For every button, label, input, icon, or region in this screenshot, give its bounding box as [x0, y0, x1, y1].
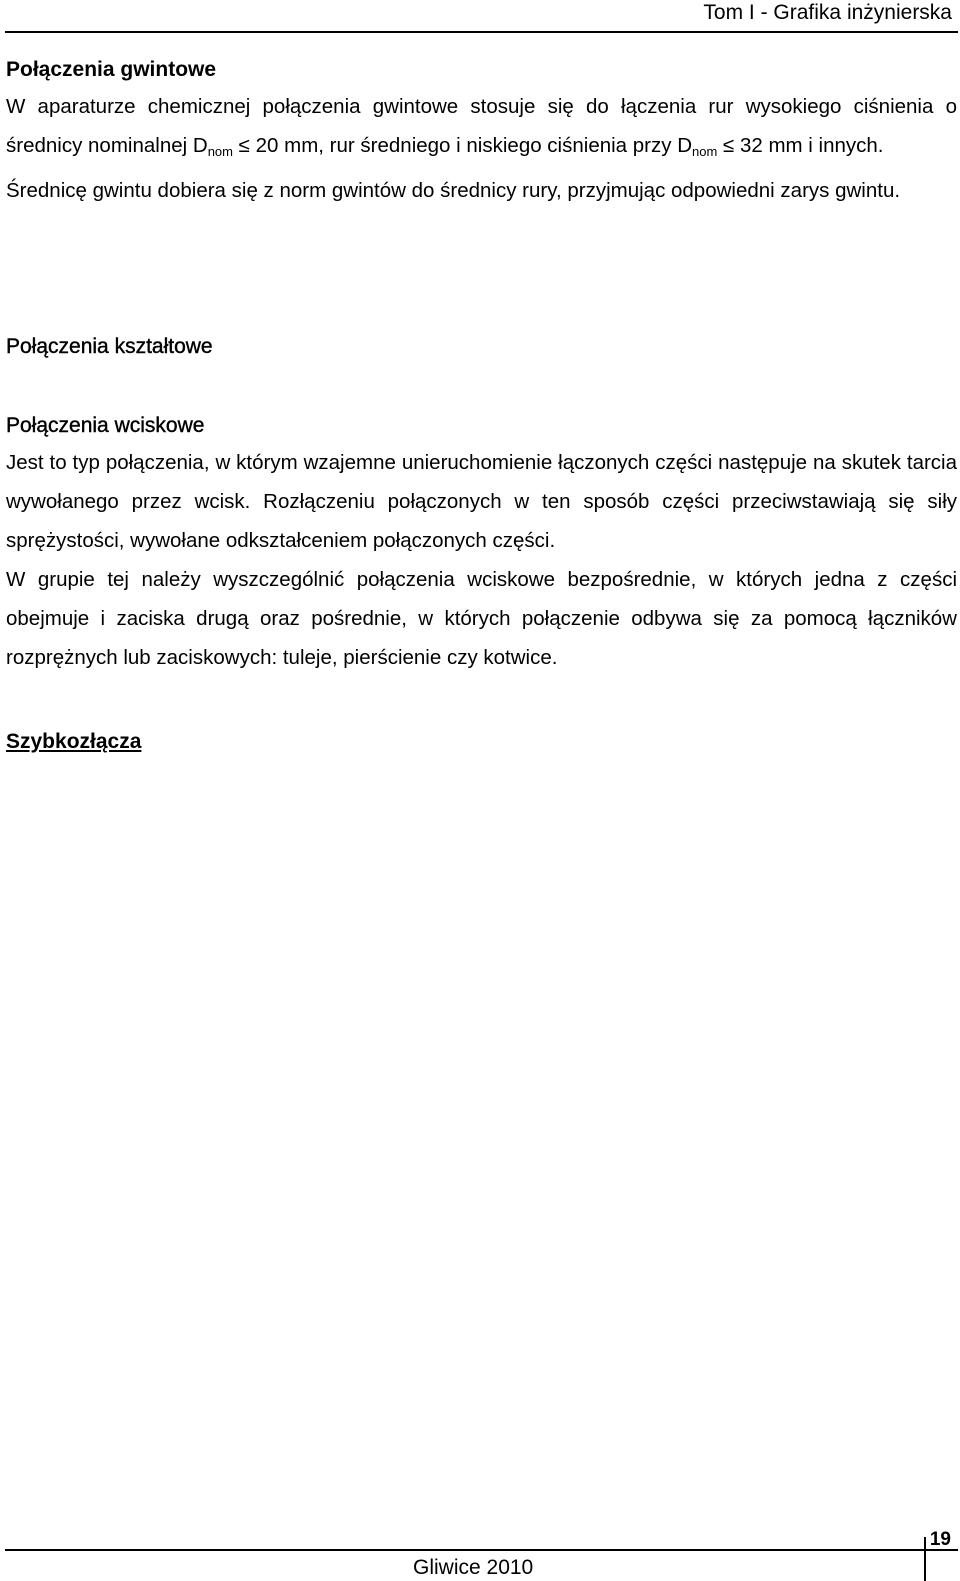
section-shaped: [6, 332, 957, 362]
heading-threaded-connections: Połączenia gwintowe: [6, 58, 217, 81]
section-threaded: [6, 55, 957, 210]
heading-quick-couplings: Szybkozłącza: [6, 730, 142, 753]
section-quick-couplings: [6, 727, 957, 757]
paragraph-threaded-1: W aparaturze chemicznej połączenia gwintowe stosuje się do łączenia rur wysokiego ciśnienia o średnicy nominalnej $D_{nom} \le 20$ mm, rur średniego i niskiego ciśnienia przy $D_{nom} \le 32$ mm i innych.: [6, 95, 957, 159]
footer-rule: [5, 1549, 958, 1551]
subscript-nom: nom: [692, 144, 718, 159]
subscript-nom: nom: [207, 144, 233, 159]
paragraph-threaded-2: Średnicę gwintu dobiera się z norm gwintów do średnicy rury, przyjmując odpowiedni zarys gwintu.: [6, 179, 901, 202]
heading-shaped-connections: Połączenia kształtowe: [6, 335, 213, 358]
header-rule: [5, 31, 958, 33]
footer-location: Gliwice 2010: [413, 1556, 534, 1579]
paragraph-press-fit-2: W grupie tej należy wyszczególnić połączenia wciskowe bezpośrednie, w których jedna z części obejmuje i zaciska drugą oraz pośrednie, w których połączenie odbywa się za pomocą łączników rozprężnych lub zaciskowych: tuleje, pierścienie czy kotwice.: [6, 568, 957, 669]
paragraph-press-fit-1: Jest to typ połączenia, w którym wzajemne unieruchomienie łączonych części następuje na skutek tarcia wywołanego przez wcisk. Rozłączeniu połączonych w ten sposób części przeciwstawiają się siły sprężystości, wywołane odkształceniem połączonych części.: [6, 451, 957, 552]
running-header: Tom I - Grafika inżynierska: [703, 1, 952, 24]
page-number: 19: [924, 1537, 951, 1581]
section-press-fit: [6, 411, 957, 677]
heading-press-fit-connections: Połączenia wciskowe: [6, 414, 205, 437]
